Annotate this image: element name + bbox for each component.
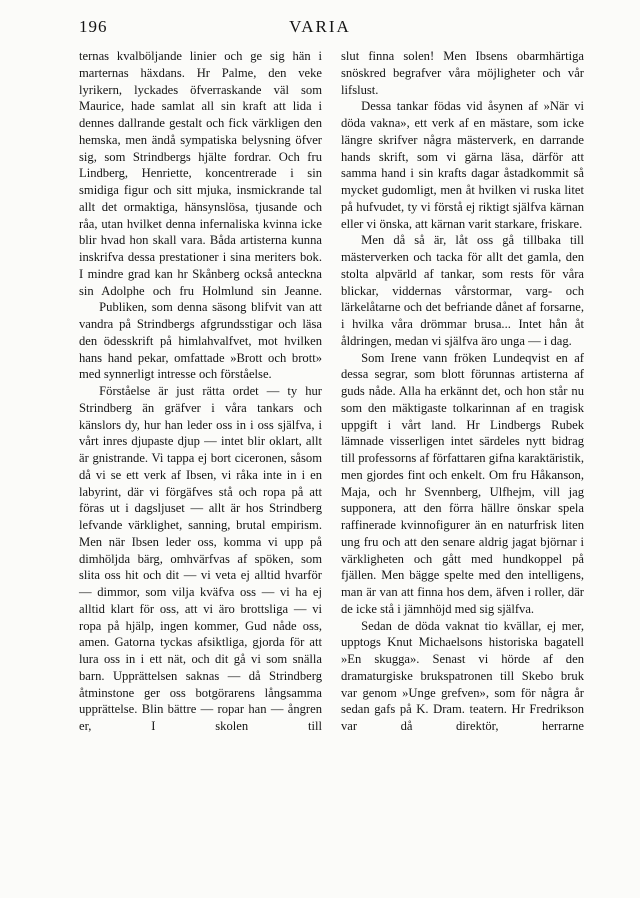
left-column [79, 48, 322, 735]
paragraph: Förståelse är just rätta ordet — ty hur Strindberg än gräfver i våra tankars och känslors dy, hur han leder oss in i oss själfva, i vårt inres djupaste djup — intet blir oklart, allt är gnistrande. Vi tappa ej bort ciceronen, såsom då vi se ett verk af Ibsen, vi råka inte in i en labyrint, där vi förgäfves stå och ropa på att föras ut i dagsljuset — allt är hos Strindberg lefvande värklighet, sanning, brutal empirism. Men när Ibsen leder oss, komma vi upp på dimhöljda bärg, omhvärfvas af spöken, som slita oss hit och dit — vi veta ej alltid hvarför — dimmor, som vilja kväfva oss — vi ha ej alltid klart för oss, att vi äro brottsliga — vi ropa på hjälp, ingen kommer, Gud nåde oss, amen. Gatorna tyckas afsiktliga, gjorda för att lura oss in i ett nät, och dit gå vi som snälla barn. Upprättelsen saknas — då Strindberg åtminstone ger oss botgörarens långsamma upprättelse. Blin bättre — ropar han — ångren er, I skolen till [79, 384, 322, 733]
running-title: VARIA [289, 17, 351, 36]
paragraph: ternas kvalböljande linier och ge sig hän i marternas häxdans. Hr Palme, den veke lyrikern, lyckades öfverraskande väl som Maurice, hade samlat all sin kraft att lida i dennes dallrande gestalt och fick värkligen den hemska, men ändå sympatiska belysning öfver sig, som Strindbergs hjälte fordrar. Och fru Lindberg, Henriette, koncentrerade i sin smidiga figur och sitt mjuka, insmickrande tal allt det ormaktiga, hänsynslösa, tjusande och råa, utan hvilket denna infernaliska kvinna icke blir hvad hon skall vara. Båda artisterna kunna inskrifva dessa prestationer i sina meriters bok. I mindre grad kan hr Skånberg också anteckna sin Adolphe och fru Holmlund sin Jeanne. [79, 49, 322, 298]
paragraph: slut finna solen! Men Ibsens obarmhärtiga snöskred begrafver våra möjligheter och vår lifslust. [341, 49, 584, 97]
paragraph: Sedan de döda vaknat tio kvällar, ej mer, upptogs Knut Michaelsons historiska bagatell »En skugga». Senast vi hörde af den dramaturgiske brukspatronen till Skebo bruk var genom »Unge grefven», som för några år sedan gafs på K. Dram. teatern. Hr Fredrikson var då direktör, herrarne [341, 618, 584, 733]
paragraph: Som Irene vann fröken Lundeqvist en af dessa segrar, som blott förunnas artisterna af guds nåde. Alla ha erkännt det, och hon står nu som den mäktigaste tolkarinnan af en tragisk uppgift i vårt land. Hr Lindbergs Rubek lämnade visserligen intet särdeles nytt bidrag till professorns af författaren gifna karaktäristik, men gjordes fint och enkelt. Om fru Håkanson, Maja, och hr Svennberg, Ulfhejm, vill jag supponera, att den förra hällre önskar spela raffinerade kvinnofigurer än en naturfrisk liten ung fru och att den senare aldrig jagat björnar i värkligheten och gått med hundkoppel på fjällen. Men bägge spelte med den intelligens, man är van att finna hos dem, äfven i roller, där de icke stå i jämnhöjd med sig själfva. [341, 350, 584, 616]
paragraph: Publiken, som denna säsong blifvit van att vandra på Strindbergs afgrundsstigar och läsa den ödesskrift på himlahvalfvet, mot hvilken hans hand pekar, omfattade »Brott och brott» med synnerligt intresse och förståelse. [79, 300, 322, 382]
page-number: 196 [79, 17, 108, 36]
paragraph: Men då så är, låt oss gå tillbaka till mästerverken och tacka för allt det gamla, den stolta alpvärld af tankar, som rests för våra blickar, viddernas vårstormar, varg- och lärkelåtarne och det befriande dånet af forsarne, i hvilka våra drömmar brusa... Intet hån åt åldringen, medan vi själfva äro unga — i dag. [341, 233, 584, 348]
paragraph: Dessa tankar födas vid åsynen af »När vi döda vakna», ett verk af en mästare, som icke längre skrifver några mästerverk, en darrande hands skrift, som vi gärna läsa, därför att samma hand i sin krafts dagar åstadkommit så mycket gudomligt, men åt hvilken vi ruska litet på hufvudet, ty vi förstå ej riktigt själfva kärnan eller vi önska, att kärnan varit starkare, friskare. [341, 99, 584, 231]
right-column [341, 48, 584, 735]
